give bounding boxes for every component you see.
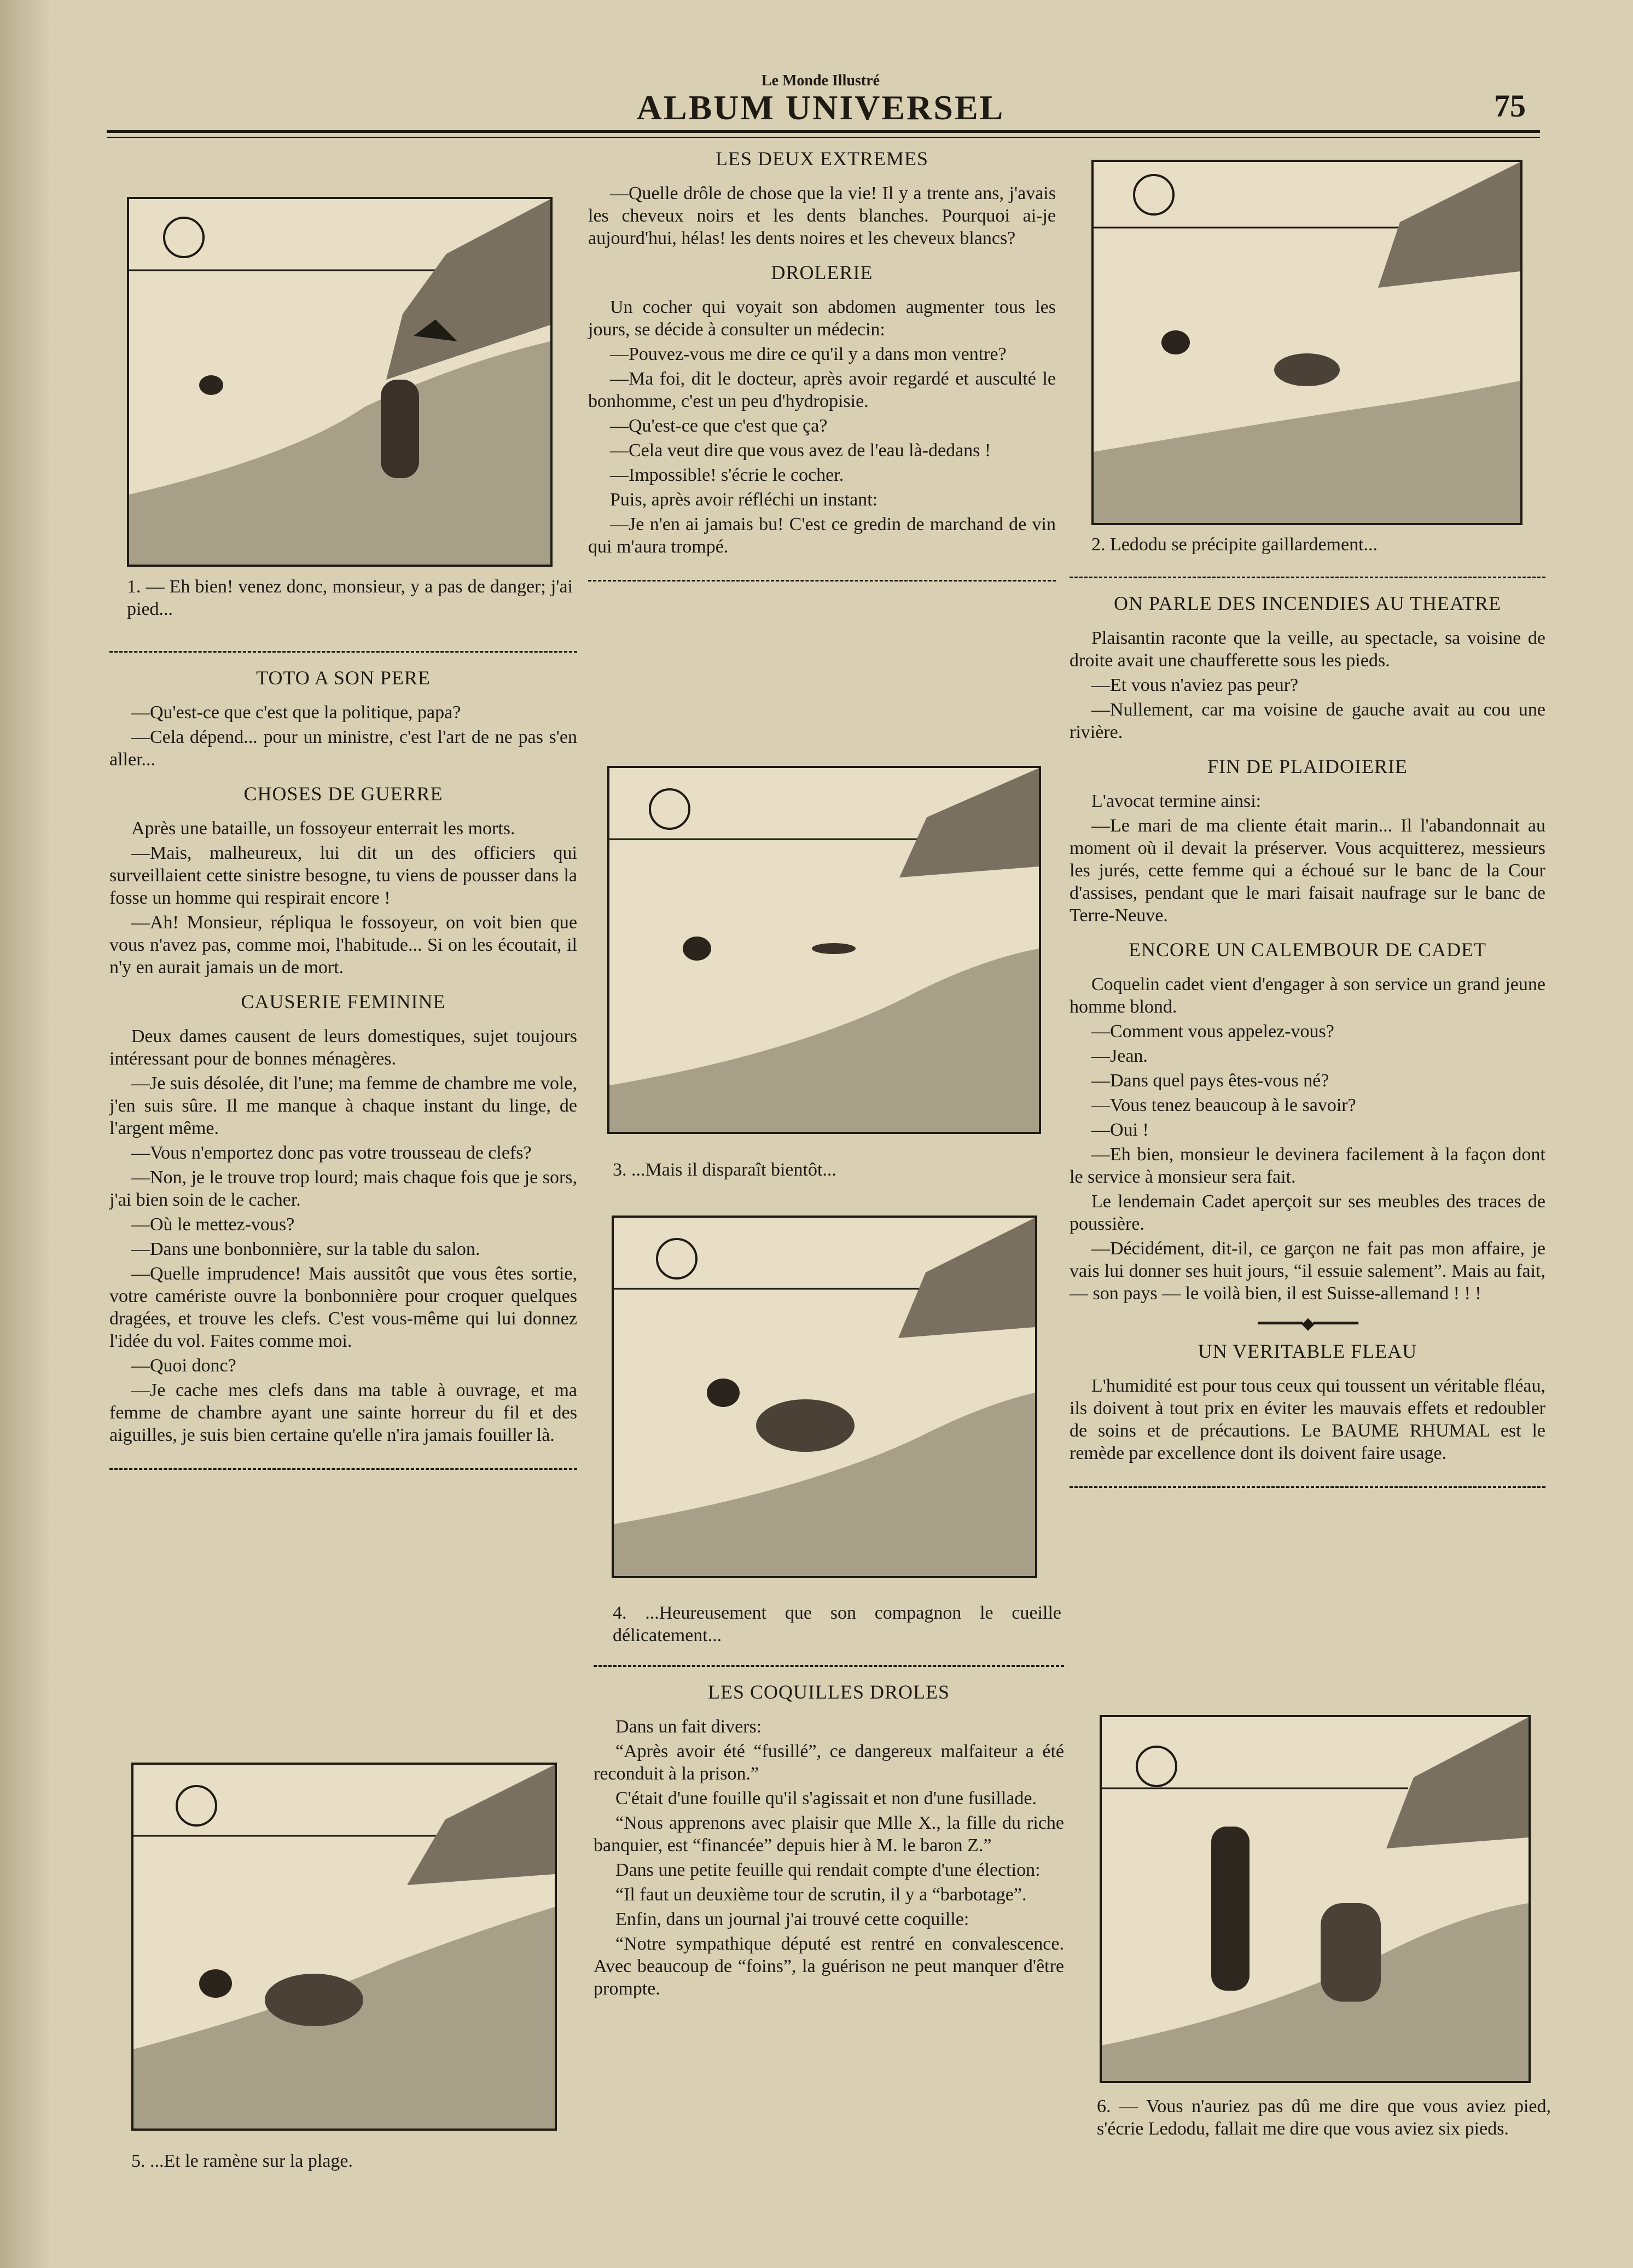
column-2-bottom-text xyxy=(594,1658,1064,2002)
comic-panel-4 xyxy=(612,1216,1037,1578)
paragraph: —Vous n'emportez donc pas votre trousseau de clefs? xyxy=(131,1143,532,1163)
heading-incendies: ON PARLE DES INCENDIES AU THEATRE xyxy=(1113,592,1502,614)
paragraph: —Jean. xyxy=(1091,1046,1148,1066)
heading-calembour: ENCORE UN CALEMBOUR DE CADET xyxy=(1129,939,1486,961)
masthead-title: ALBUM UNIVERSEL xyxy=(636,88,1005,127)
sun-icon xyxy=(177,1786,216,1825)
paragraph: —Oui ! xyxy=(1091,1120,1149,1140)
paragraph: —Impossible! s'écrie le cocher. xyxy=(610,465,844,485)
paragraph: —Ah! Monsieur, répliqua le fossoyeur, on voit bien que vous n'avez pas, comme moi, l'habitude... Si on les écoutait, il n'y en aurait jamais un de mort. xyxy=(109,912,577,978)
paragraph: —Nullement, car ma voisine de gauche avait au cou une rivière. xyxy=(1070,700,1545,742)
section-divider xyxy=(109,1461,577,1470)
paragraph: Plaisantin raconte que la veille, au spectacle, sa voisine de droite avait une chaufferette sous les pieds. xyxy=(1070,628,1545,671)
caption-4: 4. ...Heureusement que son compagnon le cueille délicatement... xyxy=(613,1603,1061,1645)
sun-icon xyxy=(650,789,689,829)
paragraph: C'était d'une fouille qu'il s'agissait et non d'une fusillade. xyxy=(615,1788,1037,1808)
paragraph: —Décidément, dit-il, ce garçon ne fait pas mon affaire, je vais lui donner ses huit jours, “il essuie salement”. Mais au fait, — son pays — le voilà bien, il est Suisse-allemand ! ! ! xyxy=(1070,1238,1545,1304)
comic-panel-1 xyxy=(127,197,553,567)
heading-toto: TOTO A SON PERE xyxy=(256,667,431,689)
comic-panel-3 xyxy=(607,766,1041,1134)
caption-6: 6. — Vous n'auriez pas dû me dire que vous aviez pied, s'écrie Ledodu, fallait me dire que vous aviez six pieds. xyxy=(1097,2096,1551,2139)
heading-plaidoirie: FIN DE PLAIDOIERIE xyxy=(1207,755,1408,777)
column-3-text xyxy=(1070,569,1545,1502)
panel-6-drawing xyxy=(1102,1717,1529,2081)
page-number: 75 xyxy=(1494,88,1526,124)
heading-fleau: UN VERITABLE FLEAU xyxy=(1198,1340,1417,1362)
paragraph: —Quelle drôle de chose que la vie! Il y a trente ans, j'avais les cheveux noirs et les dents blanches. Pourquoi ai-je aujourd'hui, hélas! les dents noires et les cheveux blancs? xyxy=(588,183,1056,248)
paragraph: —Cela veut dire que vous avez de l'eau là-dedans ! xyxy=(610,440,991,461)
section-divider xyxy=(594,1658,1064,1667)
ledodu-figure xyxy=(1321,1903,1381,2002)
comic-panel-5 xyxy=(131,1763,557,2131)
caption-2: 2. Ledodu se précipite gaillardement... xyxy=(1091,534,1378,555)
paragraph: Après une bataille, un fossoyeur enterrait les morts. xyxy=(131,818,515,839)
paragraph: —Qu'est-ce que c'est que la politique, papa? xyxy=(131,702,461,723)
paragraph: —Je cache mes clefs dans ma table à ouvrage, et ma femme de chambre ayant une sainte horreur du fil et des aiguilles, je suis bien certaine qu'elle n'ira jamais fouiller là. xyxy=(109,1380,577,1445)
section-divider xyxy=(109,643,577,653)
sun-icon xyxy=(164,218,204,257)
panel-4-drawing xyxy=(614,1218,1035,1576)
heading-extremes: LES DEUX EXTREMES xyxy=(716,148,928,170)
section-divider xyxy=(588,572,1056,581)
paragraph: “Il faut un deuxième tour de scrutin, il y a “barbotage”. xyxy=(615,1885,1027,1905)
paragraph: “Nous apprenons avec plaisir que Mlle X., la fille du riche banquier, est “financée” depuis hier à M. le baron Z.” xyxy=(594,1813,1064,1856)
paragraph: —Cela dépend... pour un ministre, c'est l'art de ne pas s'en aller... xyxy=(109,727,577,770)
ledodu-figure xyxy=(381,380,419,478)
heading-coquilles: LES COQUILLES DROLES xyxy=(708,1681,950,1703)
paragraph: Enfin, dans un journal j'ai trouvé cette coquille: xyxy=(615,1909,969,1929)
paragraph: —Vous tenez beaucoup à le savoir? xyxy=(1091,1095,1356,1115)
masthead-subtitle: Le Monde Illustré xyxy=(761,72,880,89)
paragraph: —Je n'en ai jamais bu! C'est ce gredin de marchand de vin qui m'aura trompé. xyxy=(588,514,1056,557)
sun-icon xyxy=(657,1239,696,1278)
swimmer-head xyxy=(199,375,223,395)
paragraph: —Et vous n'aviez pas peur? xyxy=(1091,675,1299,695)
caption-5: 5. ...Et le ramène sur la plage. xyxy=(131,2151,353,2171)
heading-guerre: CHOSES DE GUERRE xyxy=(243,783,443,805)
paragraph: —Dans quel pays êtes-vous né? xyxy=(1091,1071,1329,1091)
paragraph: —Quoi donc? xyxy=(131,1356,236,1376)
paragraph: —Pouvez-vous me dire ce qu'il y a dans mon ventre? xyxy=(610,344,1007,364)
paragraph: —Mais, malheureux, lui dit un des officiers qui surveillaient cette sinistre besogne, tu viens de pousser dans la fosse un homme qui respirait encore ! xyxy=(109,843,577,908)
column-2-text xyxy=(588,148,1056,596)
paragraph: Deux dames causent de leurs domestiques, sujet toujours intéressant pour de bonnes ménagères. xyxy=(109,1026,577,1069)
paragraph: “Après avoir été “fusillé”, ce dangereux malfaiteur a été reconduit à la prison.” xyxy=(594,1741,1064,1784)
paragraph: Dans une petite feuille qui rendait compte d'une élection: xyxy=(615,1860,1041,1880)
paragraph: L'humidité est pour tous ceux qui toussent un véritable fléau, ils doivent à tout prix en éviter les mauvais effets et redoubler de soins et de précautions. Le BAUME RHUMAL est le remède par excellence dont ils doivent faire usage. xyxy=(1070,1376,1545,1463)
paragraph: —Comment vous appelez-vous? xyxy=(1091,1021,1334,1042)
paragraph: —Ma foi, dit le docteur, après avoir regardé et ausculté le bonhomme, c'est un peu d'hydropisie. xyxy=(588,369,1056,411)
paragraph: L'avocat termine ainsi: xyxy=(1091,791,1262,811)
paragraph: —Qu'est-ce que c'est que ça? xyxy=(610,416,828,436)
sun-icon xyxy=(1134,175,1173,214)
comic-panel-6 xyxy=(1100,1715,1531,2083)
caption-1: 1. — Eh bien! venez donc, monsieur, y a pas de danger; j'ai pied... xyxy=(127,577,573,619)
heading-drolerie: DROLERIE xyxy=(771,261,873,283)
sun-icon xyxy=(1137,1747,1176,1786)
section-divider xyxy=(1070,569,1545,578)
header-rule-thin xyxy=(107,137,1540,138)
header-rule xyxy=(107,130,1540,133)
page-gutter xyxy=(0,0,49,2268)
caption-3: 3. ...Mais il disparaît bientôt... xyxy=(613,1160,836,1180)
comic-panel-2 xyxy=(1091,160,1522,525)
paragraph: Un cocher qui voyait son abdomen augmenter tous les jours, se décide à consulter un médecin: xyxy=(588,297,1056,340)
panel-1-drawing xyxy=(129,199,550,565)
paragraph: Coquelin cadet vient d'engager à son service un grand jeune homme blond. xyxy=(1070,974,1545,1017)
paragraph: Puis, après avoir réfléchi un instant: xyxy=(610,490,878,510)
paragraph: “Notre sympathique député est rentré en convalescence. Avec beaucoup de “foins”, la guérison ne peut manquer d'être prompte. xyxy=(594,1934,1064,1999)
panel-3-drawing xyxy=(609,768,1039,1132)
paragraph: —Quelle imprudence! Mais aussitôt que vous êtes sortie, votre camériste ouvre la bonbonnière pour croquer quelques dragées, et trouve les clefs. C'est vous-même qui lui donnez l'idée du vol. Faites comme moi. xyxy=(109,1264,577,1351)
paragraph: Le lendemain Cadet aperçoit sur ses meubles des traces de poussière. xyxy=(1070,1191,1545,1234)
paragraph: —Où le mettez-vous? xyxy=(131,1214,295,1235)
paragraph: —Dans une bonbonnière, sur la table du salon. xyxy=(131,1239,480,1259)
tall-swimmer xyxy=(1211,1827,1250,1991)
paragraph: —Le mari de ma cliente était marin... Il l'abandonnait au moment où il devait la préserver. Vous acquitterez, messieurs les jurés, cette femme qui a échoué sur le banc de la Cour d'assises, pendant que le mari faisait naufrage sur le banc de Terre-Neuve. xyxy=(1070,816,1545,926)
floating-hat xyxy=(812,943,856,954)
paragraph: Dans un fait divers: xyxy=(615,1717,762,1737)
panel-5-drawing xyxy=(133,1765,555,2129)
paragraph: —Je suis désolée, dit l'une; ma femme de chambre me vole, j'en suis sûre. Il me manque à chaque instant du linge, de l'argent même. xyxy=(109,1073,577,1138)
paragraph: —Eh bien, monsieur le devinera facilement à la façon dont le service à monsieur sera fait. xyxy=(1070,1144,1545,1187)
section-divider xyxy=(1070,1479,1545,1488)
panel-2-drawing xyxy=(1094,162,1520,523)
paragraph: —Non, je le trouve trop lourd; mais chaque fois que je sors, j'ai bien soin de le cacher. xyxy=(109,1167,577,1210)
ornament-divider: ━━━━━◆━━━━━ xyxy=(1258,1315,1357,1333)
column-1-text xyxy=(109,629,577,1484)
heading-causerie: CAUSERIE FEMININE xyxy=(241,991,446,1013)
